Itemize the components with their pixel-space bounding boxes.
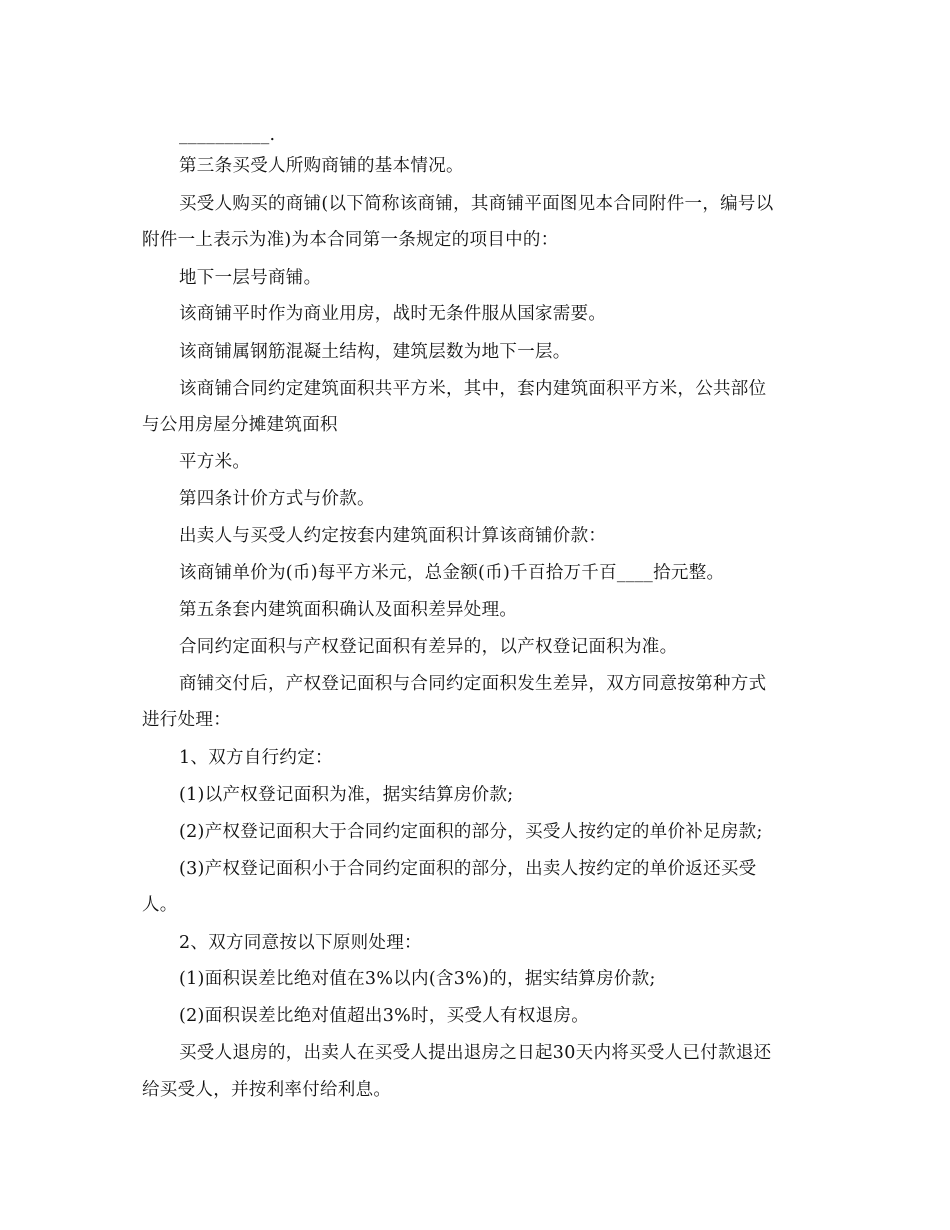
list-item: 2、双方同意按以下原则处理： (179, 933, 422, 953)
paragraph-line: 买受人退房的，出卖人在买受人提出退房之日起30天内将买受人已付款退还 (179, 1043, 772, 1063)
paragraph-line: 平方米。 (179, 452, 251, 472)
paragraph-line: 地下一层号商铺。 (179, 268, 322, 288)
paragraph-line: 买受人购买的商铺(以下简称该商铺，其商铺平面图见本合同附件一，编号以 (179, 194, 774, 214)
article-3-heading: 第三条买受人所购商铺的基本情况。 (179, 156, 464, 176)
article-5-heading: 第五条套内建筑面积确认及面积差异处理。 (179, 600, 518, 620)
list-item: (3)产权登记面积小于合同约定面积的部分，出卖人按约定的单价返还买受 (179, 859, 757, 879)
paragraph-line: 附件一上表示为准)为本合同第一条规定的项目中的： (142, 230, 559, 250)
list-item: (1)面积误差比绝对值在3%以内(含3%)的，据实结算房价款; (179, 969, 656, 989)
paragraph-line: 该商铺平时作为商业用房，战时无条件服从国家需要。 (179, 304, 607, 324)
blank-line: __________. (179, 125, 276, 145)
article-4-heading: 第四条计价方式与价款。 (179, 489, 375, 509)
paragraph-line: 该商铺属钢筋混凝土结构，建筑层数为地下一层。 (179, 342, 571, 362)
paragraph-line: 人。 (142, 895, 178, 915)
list-item: (1)以产权登记面积为准，据实结算房价款; (179, 785, 514, 805)
paragraph-line: 给买受人，并按利率付给利息。 (142, 1080, 392, 1100)
list-item: 1、双方自行约定： (179, 748, 333, 768)
paragraph-line: 该商铺单价为(币)每平方米元，总金额(币)千百拾万千百____拾元整。 (179, 563, 725, 583)
list-item: (2)面积误差比绝对值超出3%时，买受人有权退房。 (179, 1006, 590, 1026)
paragraph-line: 合同约定面积与产权登记面积有差异的，以产权登记面积为准。 (179, 637, 678, 657)
paragraph-line: 商铺交付后，产权登记面积与合同约定面积发生差异，双方同意按第种方式 (179, 674, 767, 694)
paragraph-line: 该商铺合同约定建筑面积共平方米，其中，套内建筑面积平方米，公共部位 (179, 379, 767, 399)
paragraph-line: 进行处理： (142, 710, 231, 730)
paragraph-line: 出卖人与买受人约定按套内建筑面积计算该商铺价款： (179, 526, 607, 546)
list-item: (2)产权登记面积大于合同约定面积的部分，买受人按约定的单价补足房款; (179, 822, 763, 842)
paragraph-line: 与公用房屋分摊建筑面积 (142, 415, 338, 435)
